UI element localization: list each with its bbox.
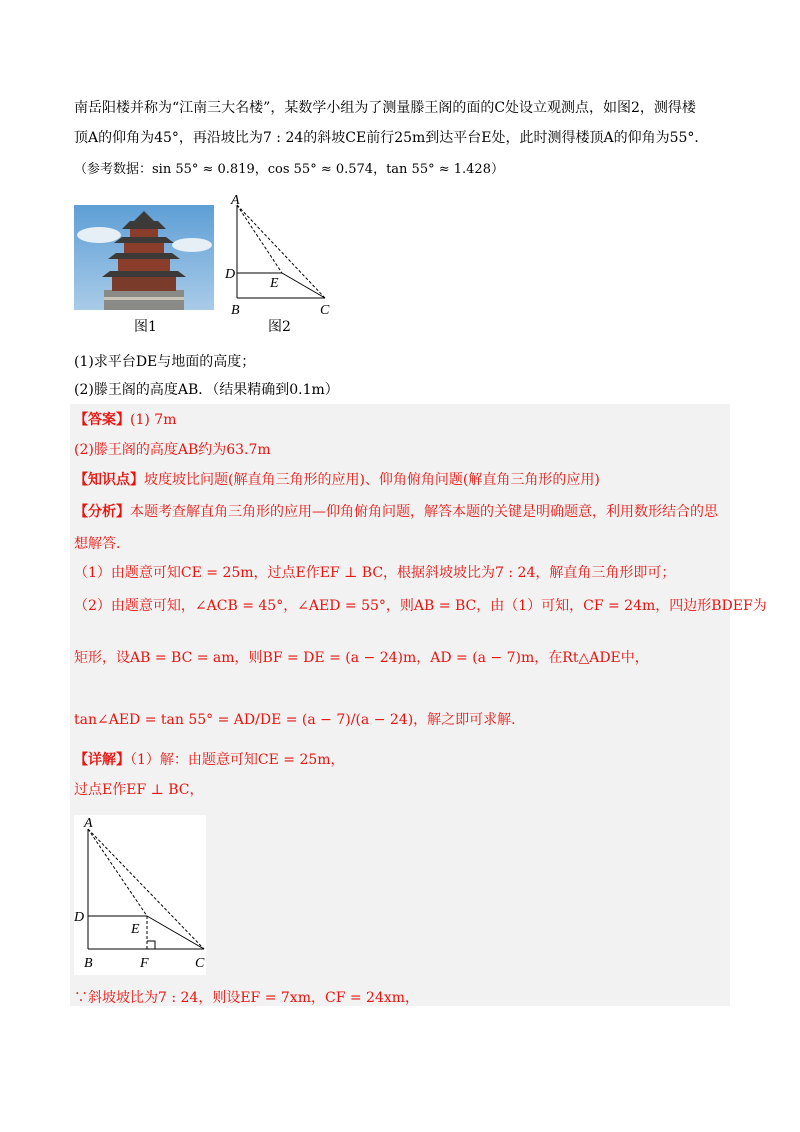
detail-label-b: B (84, 956, 93, 971)
problem-line-1: 南岳阳楼并称为“江南三大名楼”，某数学小组为了测量滕王阁的面的C处设立观测点，如图2，测得楼 (74, 100, 696, 116)
detail-label-c: C (195, 956, 205, 971)
problem-line-2: 顶A的仰角为45°，再沿坡比为7 : 24的斜坡CE前行25m到达平台E处，此时测得楼顶A的仰角为55°． (74, 130, 709, 146)
detail-line-2: 过点E作EF ⊥ BC， (74, 782, 204, 798)
detail-label-d: D (74, 910, 85, 925)
answer-2: (2)滕王阁的高度AB约为63.7m (74, 442, 271, 458)
analysis-line-6: tan∠AED = tan 55° = AD/DE = (a − 7)/(a − 24)，解之即可求解. (74, 712, 516, 728)
reference-data: （参考数据：sin 55° ≈ 0.819，cos 55° ≈ 0.574，tan 55° ≈ 1.428） (74, 162, 504, 177)
pavilion-photo (74, 205, 214, 310)
detail-label-f: F (140, 956, 149, 971)
knowledge-label: 【知识点】 (74, 472, 144, 488)
fig2-label-c: C (320, 303, 330, 318)
question-2: (2)滕王阁的高度AB．（结果精确到0.1m） (74, 382, 339, 398)
answer-row-1 (74, 410, 176, 430)
detail-label-a: A (84, 816, 93, 831)
detail-line-1: （1）解：由题意可知CE = 25m， (130, 752, 345, 768)
knowledge-row (74, 470, 600, 490)
detail-line-3: ∵斜坡坡比为7 : 24，则设EF = 7xm，CF = 24xm， (74, 990, 420, 1006)
analysis-row-1 (74, 502, 718, 522)
question-1: (1)求平台DE与地面的高度； (74, 354, 256, 370)
fig2-label-d: D (225, 267, 236, 282)
fig2-label-b: B (231, 303, 240, 318)
answer-label: 【答案】 (74, 412, 130, 428)
analysis-line-4: （2）由题意可知，∠ACB = 45°，∠AED = 55°，则AB = BC，由（1）可知，CF = 24m，四边形BDEF为 (74, 598, 767, 614)
detail-figure-diagram (74, 815, 206, 975)
detail-row-1 (74, 750, 345, 770)
answer-1: (1) 7m (130, 412, 177, 428)
fig2-label-e: E (270, 276, 279, 291)
knowledge-text: 坡度坡比问题(解直角三角形的应用)、仰角俯角问题(解直角三角形的应用) (144, 472, 600, 488)
analysis-label: 【分析】 (74, 504, 130, 520)
analysis-line-2: 想解答. (74, 536, 121, 552)
pavilion-illustration (74, 205, 214, 310)
analysis-line-3: （1）由题意可知CE = 25m，过点E作EF ⊥ BC，根据斜坡坡比为7 : 24，解直角三角形即可； (74, 565, 676, 581)
analysis-line-5: 矩形，设AB = BC = am，则BF = DE = (a − 24)m，AD = (a − 7)m，在Rt△ADE中， (74, 650, 649, 666)
fig2-label-a: A (231, 193, 240, 208)
detail-label-e: E (131, 922, 140, 937)
analysis-line-1: 本题考查解直角三角形的应用—仰角俯角问题，解答本题的关键是明确题意，利用数形结合的思 (130, 504, 718, 520)
figure-1-caption: 图1 (134, 319, 157, 335)
detail-label: 【详解】 (74, 752, 130, 768)
figure-2-caption: 图2 (268, 319, 291, 335)
detail-figure (74, 815, 206, 975)
figure-2-diagram (222, 190, 342, 320)
